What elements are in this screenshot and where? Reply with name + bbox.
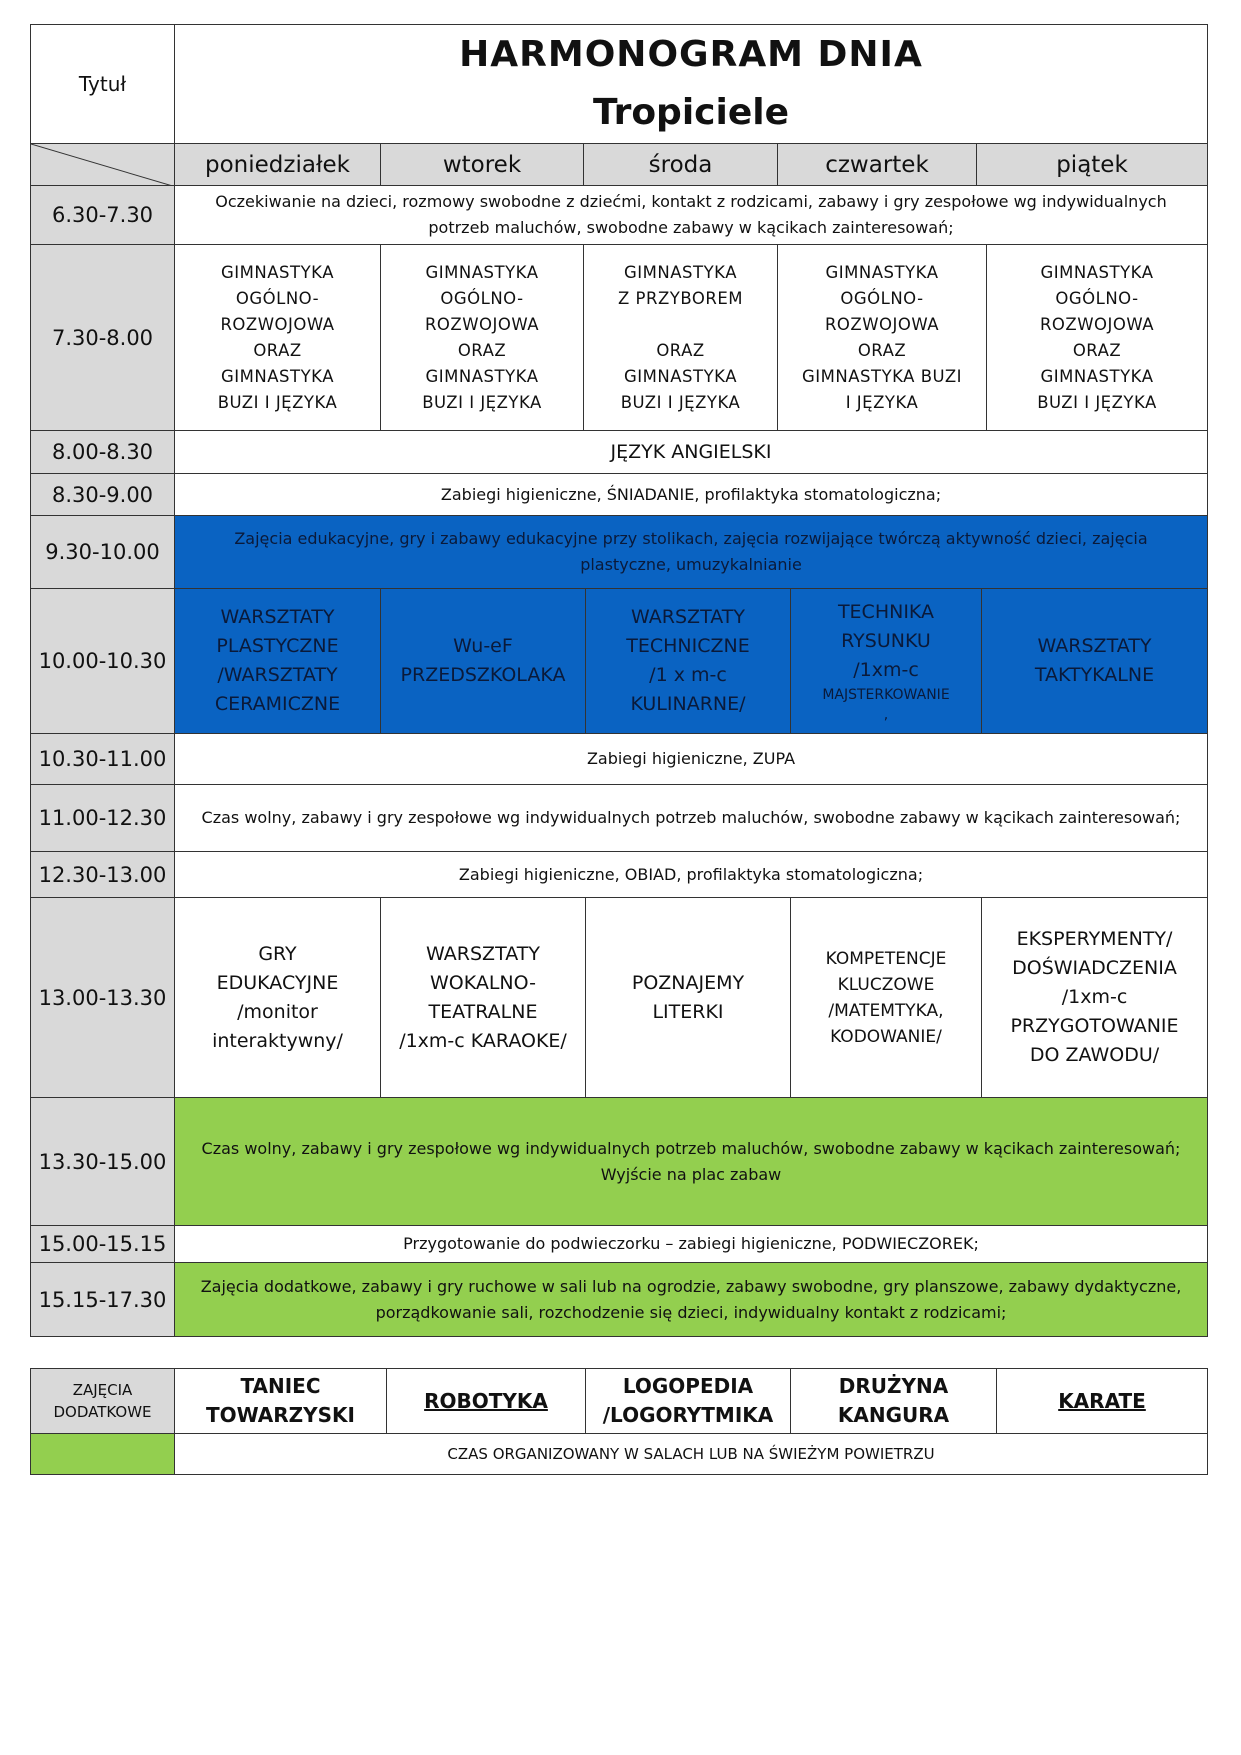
afternoon-cell: POZNAJEMY LITERKI xyxy=(585,897,791,1098)
gymnastics-cell: GIMNASTYKA OGÓLNO- ROZWOJOWA ORAZ GIMNASTYKA BUZI I JĘZYKA xyxy=(777,244,987,431)
day-header: piątek xyxy=(976,143,1208,186)
time-cell: 13.00-13.30 xyxy=(30,897,175,1098)
activity-cell: Zabiegi higieniczne, ZUPA xyxy=(174,733,1208,785)
time-cell: 15.00-15.15 xyxy=(30,1225,175,1263)
time-cell: 11.00-12.30 xyxy=(30,784,175,852)
extra-color-cell xyxy=(30,1433,175,1475)
workshop-cell: WARSZTATY TAKTYKALNE xyxy=(981,588,1208,734)
activity-cell: Czas wolny, zabawy i gry zespołowe wg indywidualnych potrzeb maluchów, swobodne zabawy w kącikach zainteresowań; xyxy=(174,784,1208,852)
time-cell: 8.00-8.30 xyxy=(30,430,175,474)
corner-cell xyxy=(30,143,175,186)
activity-cell: Przygotowanie do podwieczorku – zabiegi higieniczne, PODWIECZOREK; xyxy=(174,1225,1208,1263)
workshop-cell: Wu-eF PRZEDSZKOLAKA xyxy=(380,588,586,734)
group-name: Tropiciele xyxy=(592,92,790,133)
activity-cell: JĘZYK ANGIELSKI xyxy=(174,430,1208,474)
day-header: wtorek xyxy=(380,143,584,186)
workshop-cell: WARSZTATY PLASTYCZNE /WARSZTATY CERAMICZNE xyxy=(174,588,381,734)
activity-cell: Zabiegi higieniczne, ŚNIADANIE, profilaktyka stomatologiczna; xyxy=(174,473,1208,516)
workshop-text: TECHNIKA RYSUNKU /1xm-c xyxy=(837,600,935,681)
extra-activity-cell: LOGOPEDIA /LOGORYTMIKA xyxy=(585,1368,791,1434)
title-cell xyxy=(174,24,1208,144)
title-label-cell xyxy=(30,24,175,144)
activity-cell: Oczekiwanie na dzieci, rozmowy swobodne z dziećmi, kontakt z rodzicami, zabawy i gry zespołowe wg indywidualnych potrzeb maluchów, swobodne zabawy w kącikach zainteresowań; xyxy=(174,185,1208,245)
extra-activity-cell: TANIEC TOWARZYSKI xyxy=(174,1368,387,1434)
workshop-cell: WARSZTATY TECHNICZNE /1 x m-c KULINARNE/ xyxy=(585,588,791,734)
gymnastics-cell: GIMNASTYKA Z PRZYBOREM ORAZ GIMNASTYKA BUZI I JĘZYKA xyxy=(583,244,778,431)
time-cell: 8.30-9.00 xyxy=(30,473,175,516)
extra-label-cell: ZAJĘCIA DODATKOWE xyxy=(30,1368,175,1434)
time-cell: 10.00-10.30 xyxy=(30,588,175,734)
afternoon-cell: KOMPETENCJE KLUCZOWE /MATEMTYKA, KODOWANIE/ xyxy=(790,897,982,1098)
gymnastics-cell: GIMNASTYKA OGÓLNO- ROZWOJOWA ORAZ GIMNASTYKA BUZI I JĘZYKA xyxy=(986,244,1208,431)
activity-cell: Zajęcia edukacyjne, gry i zabawy edukacyjne przy stolikach, zajęcia rozwijające twórczą aktywność dzieci, zajęcia plastyczne, umuzykalnianie xyxy=(174,515,1208,589)
time-cell: 7.30-8.00 xyxy=(30,244,175,431)
title-label: Tytuł xyxy=(78,72,127,96)
afternoon-cell: WARSZTATY WOKALNO- TEATRALNE /1xm-c KARAOKE/ xyxy=(380,897,586,1098)
afternoon-cell: GRY EDUKACYJNE /monitor interaktywny/ xyxy=(174,897,381,1098)
afternoon-cell: EKSPERYMENTY/ DOŚWIADCZENIA /1xm-c PRZYGOTOWANIE DO ZAWODU/ xyxy=(981,897,1208,1098)
extra-activity-cell: ROBOTYKA xyxy=(386,1368,586,1434)
page-title: HARMONOGRAM DNIA xyxy=(459,34,923,75)
workshop-cell xyxy=(790,588,982,734)
extra-activity-cell: DRUŻYNA KANGURA xyxy=(790,1368,997,1434)
diagonal-line xyxy=(31,144,175,186)
time-cell: 12.30-13.00 xyxy=(30,851,175,898)
extra-activity-cell: KARATE xyxy=(996,1368,1208,1434)
extra-note-cell: CZAS ORGANIZOWANY W SALACH LUB NA ŚWIEŻYM POWIETRZU xyxy=(174,1433,1208,1475)
day-header: poniedziałek xyxy=(174,143,381,186)
time-cell: 13.30-15.00 xyxy=(30,1097,175,1226)
time-cell: 6.30-7.30 xyxy=(30,185,175,245)
gymnastics-cell: GIMNASTYKA OGÓLNO- ROZWOJOWA ORAZ GIMNASTYKA BUZI I JĘZYKA xyxy=(174,244,381,431)
time-cell: 9.30-10.00 xyxy=(30,515,175,589)
gymnastics-cell: GIMNASTYKA OGÓLNO- ROZWOJOWA ORAZ GIMNASTYKA BUZI I JĘZYKA xyxy=(380,244,584,431)
day-header: czwartek xyxy=(777,143,977,186)
activity-cell: Zajęcia dodatkowe, zabawy i gry ruchowe w sali lub na ogrodzie, zabawy swobodne, gry planszowe, zabawy dydaktyczne, porządkowanie sali, rozchodzenie się dzieci, indywidualny kontakt z rodzicami; xyxy=(174,1262,1208,1337)
activity-cell: Zabiegi higieniczne, OBIAD, profilaktyka stomatologiczna; xyxy=(174,851,1208,898)
workshop-note: MAJSTERKOWANIE , xyxy=(822,686,950,723)
day-header: środa xyxy=(583,143,778,186)
time-cell: 15.15-17.30 xyxy=(30,1262,175,1337)
activity-cell: Czas wolny, zabawy i gry zespołowe wg indywidualnych potrzeb maluchów, swobodne zabawy w kącikach zainteresowań; Wyjście na plac zabaw xyxy=(174,1097,1208,1226)
time-cell: 10.30-11.00 xyxy=(30,733,175,785)
